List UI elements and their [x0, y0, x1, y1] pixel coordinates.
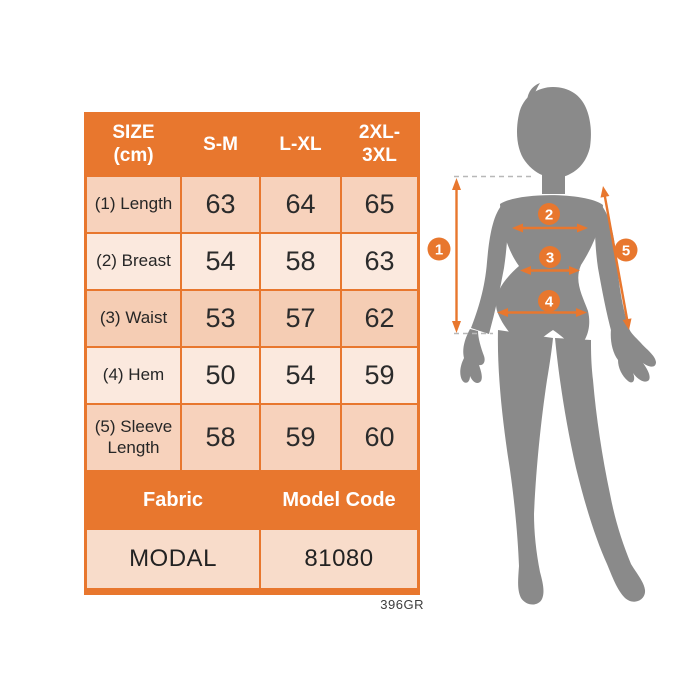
size-table [84, 112, 420, 595]
col-header-2xl-3xl: 2XL-3XL [342, 115, 417, 175]
row-label-hem: (4) Hem [87, 348, 180, 403]
marker-number-3: 3 [545, 249, 555, 267]
marker-number-1: 1 [434, 241, 444, 259]
length-value-lxl: 64 [261, 177, 340, 232]
row-label-breast: (2) Breast [87, 234, 180, 289]
sleeve-value-lxl: 59 [261, 405, 340, 470]
row-label-length: (1) Length [87, 177, 180, 232]
waist-value-2xl3xl: 62 [342, 291, 417, 346]
length-value-2xl3xl: 65 [342, 177, 417, 232]
silhouette-right-arm [594, 206, 629, 334]
model-code-value: 81080 [261, 530, 417, 588]
row-label-waist: (3) Waist [87, 291, 180, 346]
waist-value-lxl: 57 [261, 291, 340, 346]
product-code-footnote: 396GR [380, 597, 424, 612]
hem-value-lxl: 54 [261, 348, 340, 403]
breast-value-2xl3xl: 63 [342, 234, 417, 289]
marker-number-4: 4 [544, 293, 554, 311]
hem-value-2xl3xl: 59 [342, 348, 417, 403]
model-code-header: Model Code [261, 472, 417, 528]
sleeve-value-sm: 58 [182, 405, 259, 470]
waist-value-sm: 53 [182, 291, 259, 346]
fabric-value: MODAL [87, 530, 259, 588]
marker-number-2: 2 [544, 206, 554, 224]
fabric-header: Fabric [87, 472, 259, 528]
col-header-size-cm: SIZE (cm) [87, 115, 180, 175]
silhouette-left-leg [498, 330, 553, 605]
silhouette-left-hand [460, 329, 484, 383]
measurement-figure [418, 75, 700, 620]
marker-number-5: 5 [621, 242, 631, 260]
col-header-l-xl: L-XL [261, 115, 340, 175]
silhouette-neck [542, 158, 565, 194]
woman-silhouette [460, 83, 656, 605]
row-label-sleeve-length: (5) Sleeve Length [87, 405, 180, 470]
length-arrow [452, 178, 461, 333]
silhouette-right-hand [611, 328, 656, 382]
breast-value-lxl: 58 [261, 234, 340, 289]
length-value-sm: 63 [182, 177, 259, 232]
breast-value-sm: 54 [182, 234, 259, 289]
sleeve-value-2xl3xl: 60 [342, 405, 417, 470]
hem-value-sm: 50 [182, 348, 259, 403]
col-header-s-m: S-M [182, 115, 259, 175]
